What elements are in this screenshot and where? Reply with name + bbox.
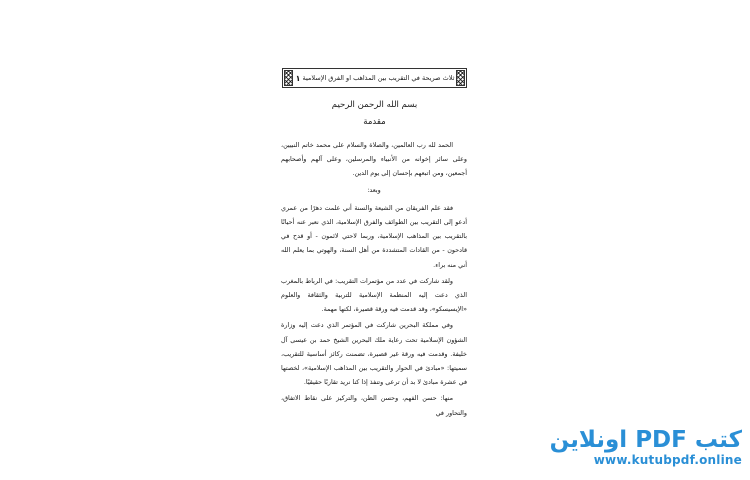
- paragraph: الحمد لله رب العالمين، والصلاة والسلام على محمد خاتم النبيين، وعلى سائر إخوانه من الأنبياء والمرسلين، وعلى آلهم وأصحابهم أجمعين، ومن اتبعهم بإحسان إلى يوم الدين.: [281, 141, 467, 178]
- paragraph: فقد علم الفريقان من الشيعة والسنة أني علمت دهرًا من عمري أدعو إلى التقريب بين الطوائف والفرق الإسلامية، الذي نعبر عنه أحيانًا بالتقريب بين المذاهب الإسلامية، وربما لاحتي لائمون - أو قدح في قادحون - من القادات المتشددة من أهل السنة، والهوتي بما يعلم الله أني منه براء.: [281, 203, 467, 269]
- section-title: مقدمة: [363, 117, 386, 127]
- watermark-url: www.kutubpdf.online: [593, 453, 742, 467]
- header-title: ثلاث صريحة في التقريب بين المذاهب او الفرق الإسلامية: [302, 74, 455, 82]
- ornament-icon: [284, 70, 293, 86]
- paragraph: منها: حسن الفهم، وحسن الظن، والتركيز على نقاط الاتفاق، والتحاور في: [281, 394, 467, 417]
- paragraph: وبعد:: [367, 185, 381, 194]
- paragraph: ولقد شاركت في عدد من مؤتمرات التقريب: في الرباط بالمغرب الذي دعت إليه المنظمة الإسلامية للتربية والثقافة والعلوم «الإيسيسكو»، وقد قدمت فيه ورقة قصيرة، لكنها مهمة.: [281, 276, 467, 314]
- body-text: [281, 138, 467, 422]
- paragraph: وفي مملكة البحرين شاركت في المؤتمر الذي دعت إليه وزارة الشؤون الإسلامية تحت رعاية ملك البحرين الشيخ حمد بن عيسى آل خليفة. وقدمت فيه ورقة غير قصيرة، تضمنت ركائز أساسية للتقريب، سميتها: «مبادئ في الحوار والتقريب بين المذاهب الإسلامية»، لخصتها في عشرة مبادئ لا بد أن ترعى وتنفذ إذا كنا نريد تقاربًا حقيقيًا.: [281, 321, 467, 387]
- page-number: ١: [295, 73, 301, 83]
- running-header: [282, 68, 467, 88]
- watermark-title: كتب PDF اونلاين: [549, 427, 742, 453]
- ornament-icon: [456, 70, 465, 86]
- basmala: بسم الله الرحمن الرحيم: [331, 100, 418, 110]
- watermark: [550, 428, 742, 468]
